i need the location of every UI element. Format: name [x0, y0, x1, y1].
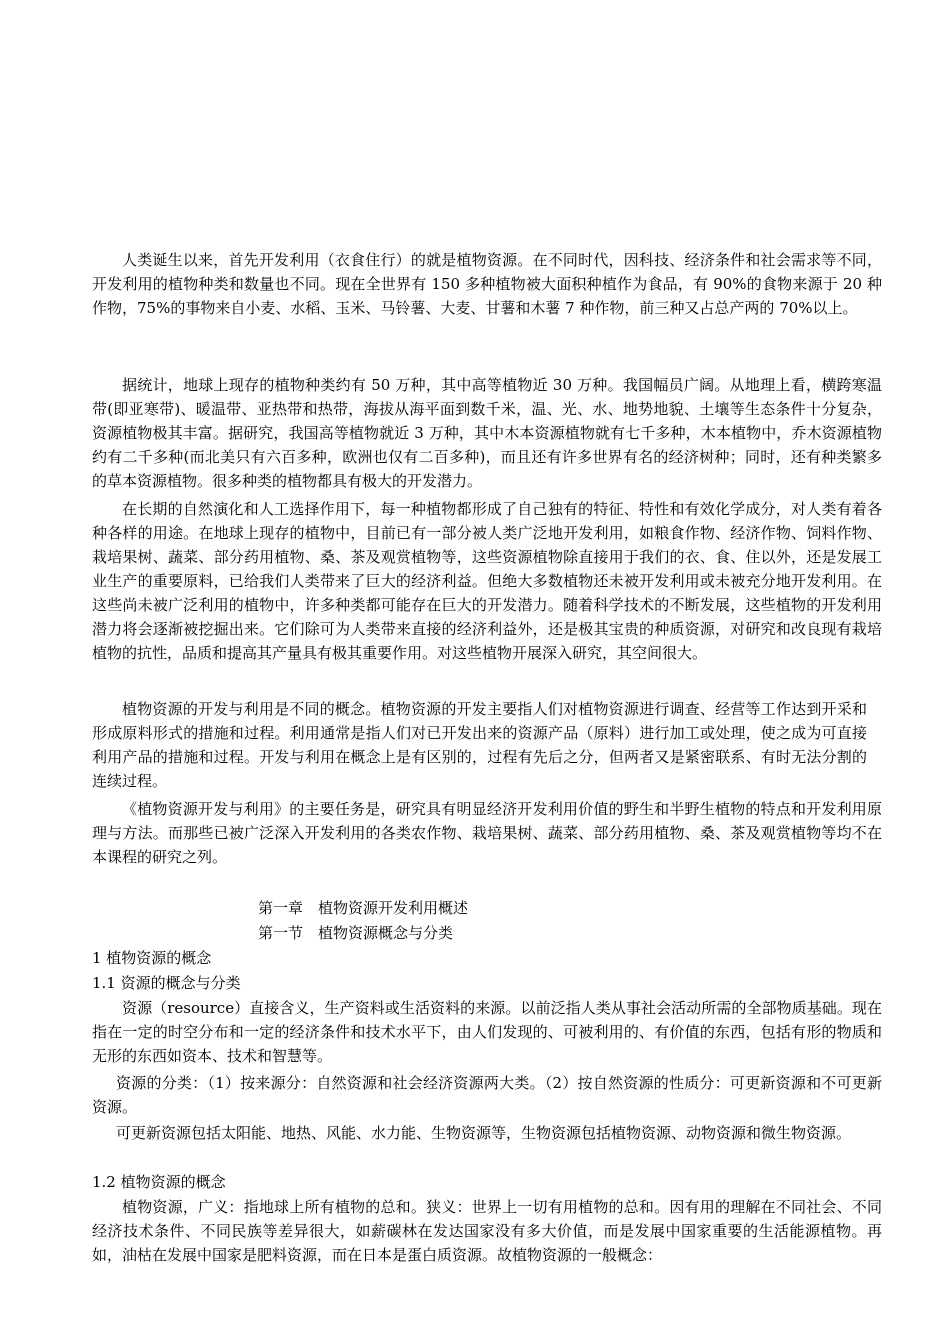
- intro-paragraph-3: 在长期的自然演化和人工选择作用下，每一种植物都形成了自己独有的特征、特性和有效化学成分，对人类有着各种各样的用途。在地球上现存的植物中，目前已有一部分被人类广泛地开发利用，如粮食作物、经济作物、饲料作物、栽培果树、蔬菜、部分药用植物、桑、茶及观赏植物等，这些资源植物除直接用于我们的衣、食、住以外，还是发展工业生产的重要原料，已给我们人类带来了巨大的经济利益。但绝大多数植物还未被开发利用或未被充分地开发利用。在这些尚未被广泛利用的植物中，许多种类都可能存在巨大的开发潜力。随着科学技术的不断发展，这些植物的开发利用潜力将会逐渐被挖掘出来。它们除可为人类带来直接的经济利益外，还是极其宝贵的种质资源，对研究和改良现有栽培植物的抗性，品质和提高其产量具有极其重要作用。对这些植物开展深入研究，其空间很大。: [92, 500, 882, 662]
- subsection-heading-1-1: 1.1 资源的概念与分类: [92, 974, 241, 992]
- section-title: 第一节 植物资源概念与分类: [258, 924, 454, 942]
- chapter-title: 第一章 植物资源开发利用概述: [258, 899, 469, 917]
- intro-paragraph-1: 人类诞生以来，首先开发利用（衣食住行）的就是植物资源。在不同时代，因科技、经济条件和社会需求等不同，开发利用的植物种类和数量也不同。现在全世界有 150 多种植物被大面积种植作为食品，有 90%的食物来源于 20 种作物，75%的事物来自小麦、水稻、玉米、马铃薯、大麦、甘薯和木薯 7 种作物，前三种又占总产两的 70%以上。: [92, 251, 882, 317]
- renewable-resource-paragraph: 可更新资源包括太阳能、地热、风能、水力能、生物资源等，生物资源包括植物资源、动物资源和微生物资源。: [116, 1124, 852, 1142]
- intro-paragraph-4: 植物资源的开发与利用是不同的概念。植物资源的开发主要指人们对植物资源进行调查、经营等工作达到开采和形成原料形式的措施和过程。利用通常是指人们对已开发出来的资源产品（原料）进行加工或处理，使之成为可直接利用产品的措施和过程。开发与利用在概念上是有区别的，过程有先后之分，但两者又是紧密联系、有时无法分割的连续过程。: [92, 700, 867, 790]
- plant-resource-definition-paragraph: 植物资源，广义：指地球上所有植物的总和。狭义：世界上一切有用植物的总和。因有用的理解在不同社会、不同经济技术条件、不同民族等差异很大，如薪碳林在发达国家没有多大价值，而是发展中国家重要的生活能源植物。再如，油枯在发展中国家是肥料资源，而在日本是蛋白质资源。故植物资源的一般概念：: [92, 1198, 882, 1264]
- resource-classification-paragraph: 资源的分类：（1）按来源分：自然资源和社会经济资源两大类。（2）按自然资源的性质分：可更新资源和不可更新资源。: [92, 1074, 882, 1116]
- section-heading-1: 1 植物资源的概念: [92, 949, 212, 967]
- resource-definition-paragraph: 资源（resource）直接含义，生产资料或生活资料的来源。以前泛指人类从事社会活动所需的全部物质基础。现在指在一定的时空分布和一定的经济条件和技术水平下，由人们发现的、可被利用的、有价值的东西，包括有形的物质和无形的东西如资本、技术和智慧等。: [92, 999, 882, 1065]
- subsection-heading-1-2: 1.2 植物资源的概念: [92, 1173, 226, 1191]
- intro-paragraph-5: 《植物资源开发与利用》的主要任务是，研究具有明显经济开发利用价值的野生和半野生植物的特点和开发利用原理与方法。而那些已被广泛深入开发利用的各类农作物、栽培果树、蔬菜、部分药用植物、桑、茶及观赏植物等均不在本课程的研究之列。: [92, 800, 882, 866]
- intro-paragraph-2: 据统计，地球上现存的植物种类约有 50 万种，其中高等植物近 30 万种。我国幅员广阔。从地理上看，横跨寒温带(即亚寒带)、暖温带、亚热带和热带，海拔从海平面到数千米，温、光、水、地势地貌、土壤等生态条件十分复杂，资源植物极其丰富。据研究，我国高等植物就近 3 万种，其中木本资源植物就有七千多种，木本植物中，乔木资源植物约有二千多种(而北美只有六百多种，欧洲也仅有二百多种)，而且还有许多世界有名的经济树种；同时，还有种类繁多的草本资源植物。很多种类的植物都具有极大的开发潜力。: [92, 376, 882, 490]
